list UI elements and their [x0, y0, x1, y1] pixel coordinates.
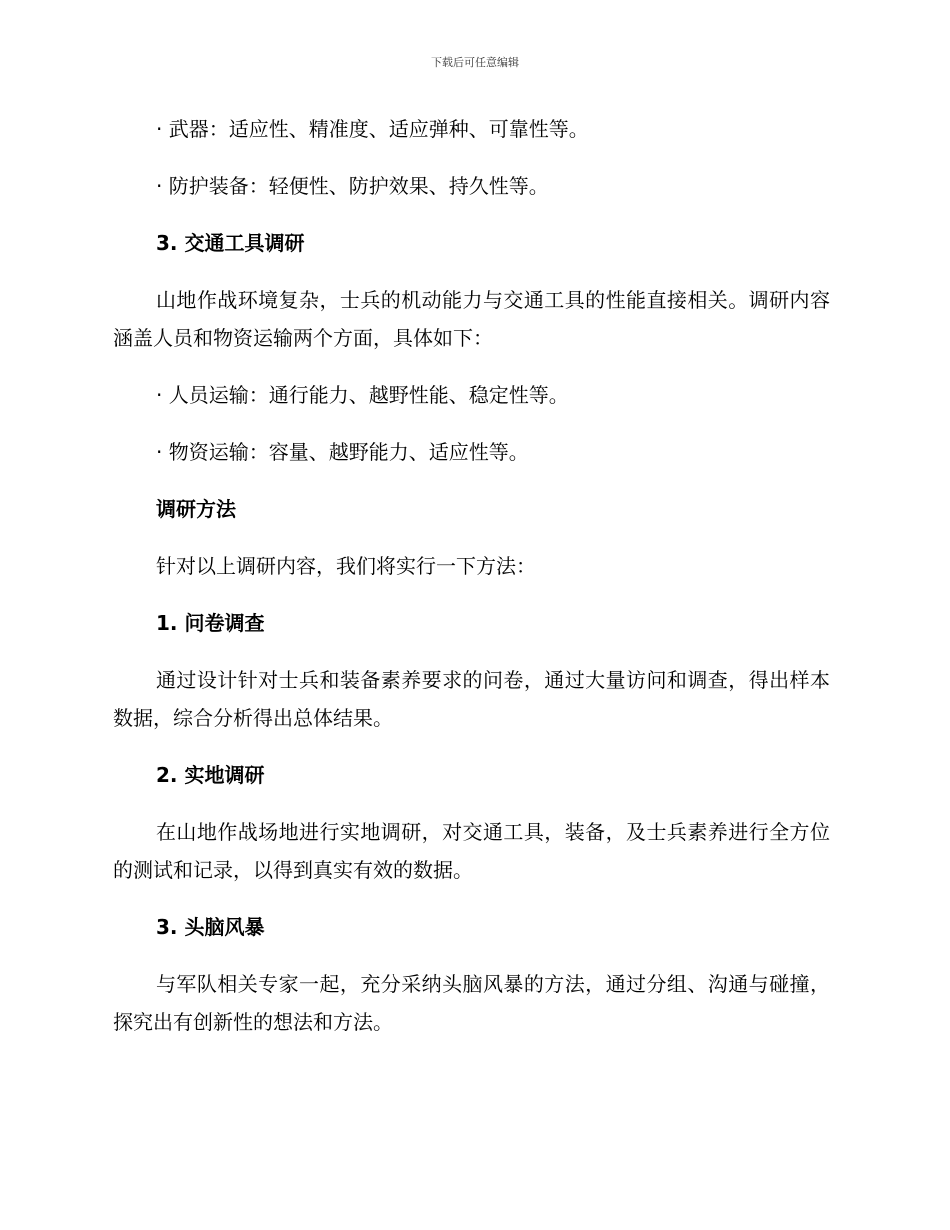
heading-brainstorm: 3. 头脑风暴 — [156, 915, 265, 939]
paragraph-questionnaire: 通过设计针对士兵和装备素养要求的问卷，通过大量访问和调查，得出样本数据，综合分析得出总体结果。 — [113, 668, 830, 730]
document-body — [113, 110, 830, 1060]
bullet-protection: · 防护装备：轻便性、防护效果、持久性等。 — [156, 174, 549, 198]
heading-field-research: 2. 实地调研 — [156, 763, 265, 787]
page-header-note: 下载后可任意编辑 — [431, 56, 519, 69]
heading-methods: 调研方法 — [156, 497, 236, 521]
paragraph-field-research: 在山地作战场地进行实地调研，对交通工具，装备，及士兵素养进行全方位的测试和记录，以得到真实有效的数据。 — [113, 820, 830, 882]
paragraph-brainstorm: 与军队相关专家一起，充分采纳头脑风暴的方法，通过分组、沟通与碰撞，探究出有创新性的想法和方法。 — [113, 972, 830, 1034]
bullet-weapons: · 武器：适应性、精准度、适应弹种、可靠性等。 — [156, 117, 589, 141]
paragraph-transport: 山地作战环境复杂，士兵的机动能力与交通工具的性能直接相关。调研内容涵盖人员和物资运输两个方面，具体如下： — [113, 288, 830, 350]
bullet-materials: · 物资运输：容量、越野能力、适应性等。 — [156, 440, 529, 464]
paragraph-methods-intro: 针对以上调研内容，我们将实行一下方法： — [156, 554, 536, 578]
heading-transport: 3. 交通工具调研 — [156, 231, 305, 255]
bullet-personnel: · 人员运输：通行能力、越野性能、稳定性等。 — [156, 383, 569, 407]
heading-questionnaire: 1. 问卷调查 — [156, 611, 265, 635]
